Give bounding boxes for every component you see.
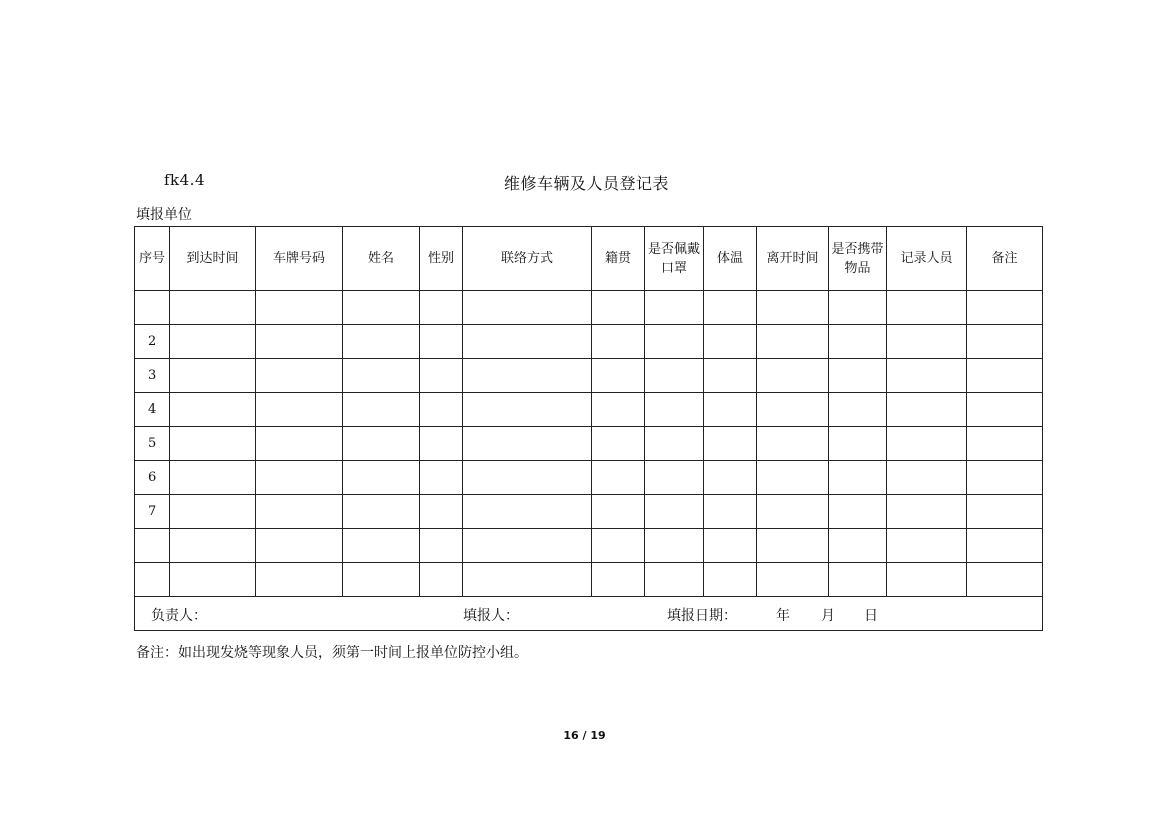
row-seq-cell [135, 291, 170, 325]
day-label: 日 [864, 608, 878, 624]
empty-cell [420, 461, 463, 495]
empty-cell [170, 427, 256, 461]
empty-cell [887, 461, 967, 495]
row-seq-cell: 5 [135, 427, 170, 461]
empty-cell [704, 495, 757, 529]
header-recorder: 记录人员 [887, 227, 967, 291]
empty-cell [967, 325, 1043, 359]
empty-cell [829, 359, 887, 393]
empty-cell [757, 325, 829, 359]
empty-cell [887, 563, 967, 597]
empty-cell [645, 325, 704, 359]
page-number: 16 / 19 [563, 729, 606, 742]
form-title: 维修车辆及人员登记表 [504, 174, 670, 193]
empty-cell [256, 325, 343, 359]
empty-cell [420, 359, 463, 393]
header-arrival-time: 到达时间 [170, 227, 256, 291]
empty-cell [645, 563, 704, 597]
empty-cell [704, 291, 757, 325]
header-row [135, 227, 1043, 291]
empty-cell [343, 359, 420, 393]
empty-cell [887, 325, 967, 359]
empty-cell [463, 291, 592, 325]
row-seq-cell [135, 563, 170, 597]
empty-cell [829, 461, 887, 495]
month-label: 月 [821, 608, 835, 624]
empty-cell [757, 495, 829, 529]
empty-cell [420, 291, 463, 325]
empty-cell [967, 359, 1043, 393]
empty-cell [420, 495, 463, 529]
empty-cell [592, 495, 645, 529]
empty-cell [829, 291, 887, 325]
empty-cell [256, 291, 343, 325]
empty-cell [645, 291, 704, 325]
empty-cell [592, 461, 645, 495]
fill-date-label: 填报日期： [667, 608, 737, 624]
empty-cell [829, 427, 887, 461]
header-contact: 联络方式 [463, 227, 592, 291]
empty-cell [757, 427, 829, 461]
empty-cell [170, 529, 256, 563]
empty-cell [463, 461, 592, 495]
table-row [135, 495, 1043, 529]
registration-table [134, 226, 1043, 631]
empty-cell [829, 529, 887, 563]
empty-cell [256, 461, 343, 495]
header-items-line2: 物品 [844, 260, 871, 276]
empty-cell [420, 427, 463, 461]
empty-cell [592, 393, 645, 427]
row-seq-cell: 4 [135, 393, 170, 427]
empty-cell [829, 393, 887, 427]
table-row [135, 563, 1043, 597]
empty-cell [170, 393, 256, 427]
row-seq-cell [135, 529, 170, 563]
empty-cell [592, 529, 645, 563]
empty-cell [887, 393, 967, 427]
header-leave-time: 离开时间 [757, 227, 829, 291]
empty-cell [420, 563, 463, 597]
empty-cell [757, 563, 829, 597]
header-temperature: 体温 [704, 227, 757, 291]
empty-cell [757, 461, 829, 495]
footnote: 备注：如出现发烧等现象人员，须第一时间上报单位防控小组。 [136, 645, 528, 661]
empty-cell [420, 393, 463, 427]
table-row [135, 393, 1043, 427]
empty-cell [592, 325, 645, 359]
header-remarks: 备注 [967, 227, 1043, 291]
header-items-line1: 是否携带 [831, 241, 884, 257]
empty-cell [256, 529, 343, 563]
empty-cell [170, 359, 256, 393]
empty-cell [829, 495, 887, 529]
unit-label: 填报单位 [136, 207, 192, 223]
empty-cell [463, 495, 592, 529]
empty-cell [463, 529, 592, 563]
header-name: 姓名 [343, 227, 420, 291]
empty-cell [343, 529, 420, 563]
header-origin: 籍贯 [592, 227, 645, 291]
empty-cell [463, 325, 592, 359]
filler-label: 填报人： [463, 608, 519, 624]
empty-cell [170, 325, 256, 359]
empty-cell [256, 393, 343, 427]
empty-cell [592, 359, 645, 393]
empty-cell [343, 291, 420, 325]
empty-cell [592, 427, 645, 461]
responsible-label: 负责人： [151, 608, 207, 624]
empty-cell [343, 461, 420, 495]
empty-cell [420, 529, 463, 563]
empty-cell [829, 563, 887, 597]
empty-cell [967, 291, 1043, 325]
header-seq: 序号 [135, 227, 170, 291]
empty-cell [343, 563, 420, 597]
empty-cell [757, 359, 829, 393]
empty-cell [967, 427, 1043, 461]
row-seq-cell: 2 [135, 325, 170, 359]
empty-cell [967, 461, 1043, 495]
empty-cell [704, 359, 757, 393]
empty-cell [170, 495, 256, 529]
empty-cell [704, 563, 757, 597]
empty-cell [967, 563, 1043, 597]
empty-cell [704, 325, 757, 359]
empty-cell [256, 359, 343, 393]
header-mask-line2: 口罩 [660, 260, 687, 276]
empty-cell [170, 291, 256, 325]
empty-cell [757, 529, 829, 563]
empty-cell [343, 427, 420, 461]
header-mask [645, 227, 704, 291]
header-gender: 性别 [420, 227, 463, 291]
table-row [135, 529, 1043, 563]
empty-cell [645, 393, 704, 427]
empty-cell [343, 495, 420, 529]
empty-cell [463, 393, 592, 427]
empty-cell [256, 427, 343, 461]
row-seq-cell: 6 [135, 461, 170, 495]
empty-cell [343, 325, 420, 359]
empty-cell [256, 495, 343, 529]
footer-row [135, 597, 1043, 631]
empty-cell [887, 495, 967, 529]
form-code: fk4.4 [164, 171, 205, 189]
empty-cell [704, 461, 757, 495]
empty-cell [256, 563, 343, 597]
empty-cell [645, 427, 704, 461]
year-label: 年 [776, 608, 790, 624]
empty-cell [757, 393, 829, 427]
empty-cell [645, 529, 704, 563]
empty-cell [967, 529, 1043, 563]
empty-cell [757, 291, 829, 325]
empty-cell [592, 563, 645, 597]
header-plate-number: 车牌号码 [256, 227, 343, 291]
empty-cell [645, 359, 704, 393]
empty-cell [420, 325, 463, 359]
empty-cell [170, 461, 256, 495]
empty-cell [170, 563, 256, 597]
empty-cell [887, 291, 967, 325]
empty-cell [463, 563, 592, 597]
empty-cell [645, 461, 704, 495]
empty-cell [887, 359, 967, 393]
empty-cell [704, 393, 757, 427]
empty-cell [704, 427, 757, 461]
table-body [135, 291, 1043, 597]
footer-cell [135, 597, 1043, 631]
empty-cell [887, 529, 967, 563]
header-mask-line1: 是否佩戴 [647, 241, 700, 257]
row-seq-cell: 3 [135, 359, 170, 393]
table-row [135, 359, 1043, 393]
empty-cell [463, 427, 592, 461]
table-row [135, 325, 1043, 359]
table-row [135, 291, 1043, 325]
empty-cell [463, 359, 592, 393]
empty-cell [967, 393, 1043, 427]
empty-cell [887, 427, 967, 461]
empty-cell [829, 325, 887, 359]
empty-cell [343, 393, 420, 427]
empty-cell [592, 291, 645, 325]
table-row [135, 427, 1043, 461]
table-row [135, 461, 1043, 495]
empty-cell [704, 529, 757, 563]
header-items [829, 227, 887, 291]
row-seq-cell: 7 [135, 495, 170, 529]
empty-cell [645, 495, 704, 529]
empty-cell [967, 495, 1043, 529]
